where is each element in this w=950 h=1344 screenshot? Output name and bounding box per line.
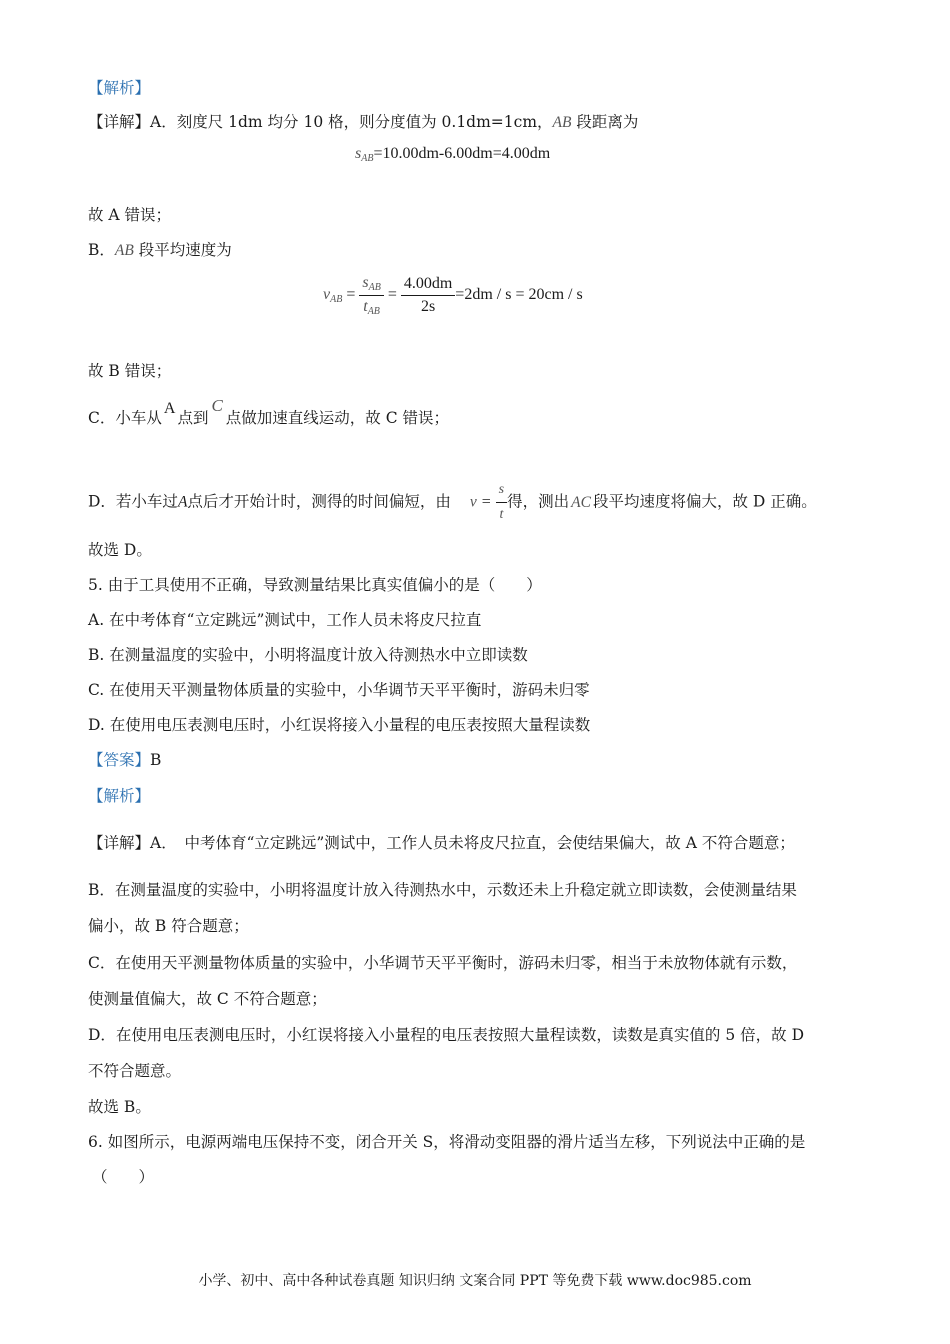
q5-detail-line-3: 偏小，故 B 符合题意； xyxy=(88,917,249,935)
q5-detail-line-1: 【详解】A． 中考体育“立定跳远”测试中，工作人员未将皮尺拉直，会使结果偏大，故 A 不符合题意； xyxy=(88,834,795,852)
eq2-s: s xyxy=(362,274,369,291)
detail-d-formula xyxy=(470,480,507,525)
eq2-t: t xyxy=(363,298,368,315)
question-6-stem: 6. 如图所示，电源两端电压保持不变，闭合开关 S，将滑动变阻器的滑片适当左移，下列说法中正确的是 xyxy=(88,1133,806,1151)
answer-tag: 【答案】 xyxy=(88,751,151,769)
equation-speed xyxy=(323,274,583,317)
detail-c-1: C．小车从 xyxy=(88,409,162,427)
detail-b-line xyxy=(88,240,232,261)
q5-select: 故选 B。 xyxy=(88,1098,151,1116)
eq2-s-sub: AB xyxy=(368,282,381,293)
q5-analysis-tag: 【解析】 xyxy=(88,787,151,805)
segment-ab-b: AB xyxy=(114,242,134,259)
detail-d-2: 点后才开始计时，测得的时间偏短，由 xyxy=(187,492,451,511)
detail-d-s: s xyxy=(496,480,507,503)
conclusion-a: 故 A 错误； xyxy=(88,206,172,224)
detail-d-line xyxy=(88,480,817,525)
answer-value: B xyxy=(150,751,162,769)
detail-d-frac xyxy=(496,480,507,525)
q5-option-b: B. 在测量温度的实验中，小明将温度计放入待测热水中立即读数 xyxy=(88,646,528,664)
select-d: 故选 D。 xyxy=(88,541,152,559)
detail-a-prefix: 【详解】A．刻度尺 1dm 均分 10 格，则分度值为 0.1dm=1cm， xyxy=(88,113,553,131)
detail-d-3: 得，测出 xyxy=(507,492,570,511)
detail-c-a: A xyxy=(163,400,176,417)
eq2-den: 2s xyxy=(420,298,436,315)
eq1-rhs: =10.00dm-6.00dm=4.00dm xyxy=(373,145,551,162)
q5-option-a: A. 在中考体育“立定跳远”测试中，工作人员未将皮尺拉直 xyxy=(88,611,482,629)
q5-option-c: C. 在使用天平测量物体质量的实验中，小华调节天平平衡时，游码未归零 xyxy=(88,681,590,699)
detail-c-2: 点到 xyxy=(177,409,209,427)
detail-d-eq: = xyxy=(481,493,491,511)
detail-d-t: t xyxy=(499,507,504,522)
detail-c-3: 点做加速直线运动，故 C 错误； xyxy=(225,409,450,427)
eq2-num: 4.00dm xyxy=(401,275,455,296)
analysis-tag: 【解析】 xyxy=(88,79,151,97)
q5-detail-line-6: D．在使用电压表测电压时，小红误将接入小量程的电压表按照大量程读数，读数是真实值的 5 倍，故 D xyxy=(88,1026,805,1044)
question-5-stem: 5. 由于工具使用不正确，导致测量结果比真实值偏小的是（ ） xyxy=(88,576,542,594)
eq2-v: v xyxy=(323,286,331,304)
segment-ab: AB xyxy=(552,114,572,131)
detail-d-a: A xyxy=(177,493,188,511)
equation-distance xyxy=(355,145,550,164)
q5-detail-line-5: 使测量值偏大，故 C 不符合题意； xyxy=(88,990,327,1008)
detail-c-c: C xyxy=(211,396,223,415)
eq2-eq1: = xyxy=(346,286,356,304)
detail-c-line xyxy=(88,396,450,429)
eq1-sub: AB xyxy=(361,153,374,164)
q5-detail-line-2: B．在测量温度的实验中，小明将温度计放入待测热水中，示数还未上升稳定就立即读数，会使测量结果 xyxy=(88,881,797,899)
eq2-frac-symbolic xyxy=(359,274,383,317)
detail-d-1: D．若小车过 xyxy=(88,492,178,511)
q5-detail-line-7: 不符合题意。 xyxy=(88,1062,182,1080)
page-footer: 小学、初中、高中各种试卷真题 知识归纳 文案合同 PPT 等免费下载 www.doc985.com xyxy=(198,1273,752,1289)
eq2-t-sub: AB xyxy=(367,306,380,317)
eq2-v-sub: AB xyxy=(330,294,343,306)
q5-detail-line-4: C．在使用天平测量物体质量的实验中，小华调节天平平衡时，游码未归零，相当于未放物体就有示数， xyxy=(88,954,798,972)
detail-d-v: v xyxy=(469,493,477,511)
detail-d-ac: AC xyxy=(571,493,591,511)
eq2-eq2: = xyxy=(387,286,397,304)
detail-b-prefix: B． xyxy=(88,241,115,259)
q5-answer-line xyxy=(88,750,161,770)
detail-a-line xyxy=(88,112,638,133)
q5-option-d: D. 在使用电压表测电压时，小红误将接入小量程的电压表按照大量程读数 xyxy=(88,716,591,734)
eq2-frac-numeric xyxy=(401,275,455,316)
eq2-rhs: =2dm / s = 20cm / s xyxy=(455,286,583,304)
detail-d-4: 段平均速度将偏大，故 D 正确。 xyxy=(592,492,817,511)
conclusion-b: 故 B 错误； xyxy=(88,362,172,380)
detail-b-suffix: 段平均速度为 xyxy=(133,241,232,259)
question-6-paren: （ ） xyxy=(92,1168,155,1186)
eq1-s: s xyxy=(355,145,362,162)
detail-a-suffix: 段距离为 xyxy=(571,113,639,131)
